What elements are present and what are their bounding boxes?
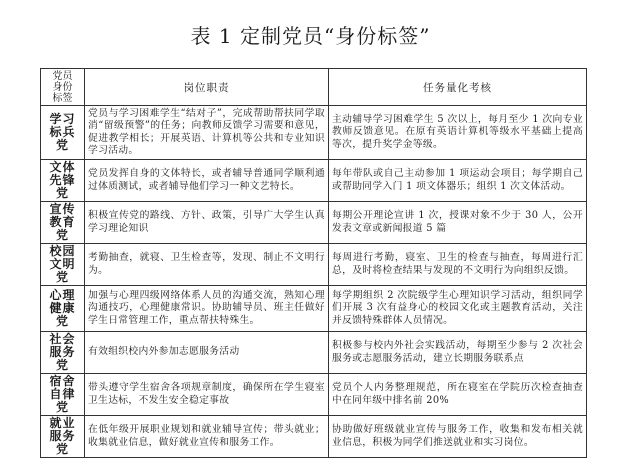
row-task: 积极参与校内外社会实践活动，每期至少参与 2 次社会服务或志愿服务活动，建立长期服务联系点 — [329, 332, 587, 374]
row-tag-name: 宿舍 自律 党 — [41, 374, 85, 416]
table-row — [41, 244, 587, 286]
row-task: 协助做好班级就业宣传与服务工作，收集和发布相关就业信息，积极为同学们推送就业和实习岗位。 — [329, 416, 587, 458]
row-tag-name: 就业 服务 党 — [41, 416, 85, 458]
row-tag-name: 社会 服务 党 — [41, 332, 85, 374]
row-task: 每周进行考勤，寝室、卫生的检查与抽查，每周进行汇总，及时将检查结果与发现的不文明行为向组织反馈。 — [329, 244, 587, 286]
row-task: 党员个人内务整理规范，所在寝室在学院历次检查抽查中在同年级中排名前 20% — [329, 374, 587, 416]
table-row — [41, 332, 587, 374]
row-tag-name: 宣传 教育 党 — [41, 202, 85, 244]
row-task: 主动辅导学习困难学生 5 次以上，每月至少 1 次向专业教师反馈意见。在原有英语计算机等级水平基础上提高等次，提升奖学金等级。 — [329, 106, 587, 160]
row-task: 每学期组织 2 次院级学生心理知识学习活动，组织同学们开展 3 次有益身心的校园文化或主题教育活动，关注并反馈特殊群体人员情况。 — [329, 286, 587, 332]
row-task: 每期公开理论宣讲 1 次，授课对象不少于 30 人，公开发表文章或新闻报道 5 篇 — [329, 202, 587, 244]
row-duty: 在低年级开展职业规划和就业辅导宣传；带头就业；收集就业信息，做好就业宣传和服务工作。 — [85, 416, 329, 458]
header-duties: 岗位职责 — [85, 69, 329, 106]
row-duty: 考勤抽查，就寝、卫生检查等，发现、制止不文明行为。 — [85, 244, 329, 286]
row-duty: 有效组织校内外参加志愿服务活动 — [85, 332, 329, 374]
table-header-row — [41, 69, 587, 106]
table-row — [41, 160, 587, 202]
table-row — [41, 106, 587, 160]
row-duty: 带头遵守学生宿舍各项规章制度，确保所在学生寝室卫生达标，不发生安全稳定事故 — [85, 374, 329, 416]
row-duty: 党员发挥自身的文体特长，或者辅导普通同学顺利通过体质测试，或者辅导他们学习一种文艺特长。 — [85, 160, 329, 202]
header-quantified-tasks: 任务量化考核 — [329, 69, 587, 106]
row-task: 每年带队或自己主动参加 1 项运动会项目；每学期自己或帮助同学入门 1 项文体器乐；组织 1 次文体活动。 — [329, 160, 587, 202]
row-duty: 党员与学习困难学生“结对子”，完成帮助帮扶同学取消“留级预警”的任务；向教师反馈学习需要和意见，促进教学相长；开展英语、计算机等公共和专业知识学习活动。 — [85, 106, 329, 160]
row-duty: 积极宣传党的路线、方针、政策，引导广大学生认真学习理论知识 — [85, 202, 329, 244]
row-tag-name: 文体 先锋 党 — [41, 160, 85, 202]
table-row — [41, 286, 587, 332]
row-tag-name: 心理 健康 党 — [41, 286, 85, 332]
table-title: 表 1 定制党员“身份标签” — [190, 24, 431, 48]
party-member-tag-table — [40, 68, 587, 458]
header-identity-tag: 党员 身份 标签 — [41, 69, 85, 106]
table-row — [41, 202, 587, 244]
table-row — [41, 374, 587, 416]
table-row — [41, 416, 587, 458]
row-tag-name: 校园 文明 党 — [41, 244, 85, 286]
row-duty: 加强与心理四级网络体系人员的沟通交流，熟知心理沟通技巧，心理健康常识。协助辅导员、班主任做好学生日常管理工作，重点帮扶特殊生。 — [85, 286, 329, 332]
row-tag-name: 学习 标兵 党 — [41, 106, 85, 160]
